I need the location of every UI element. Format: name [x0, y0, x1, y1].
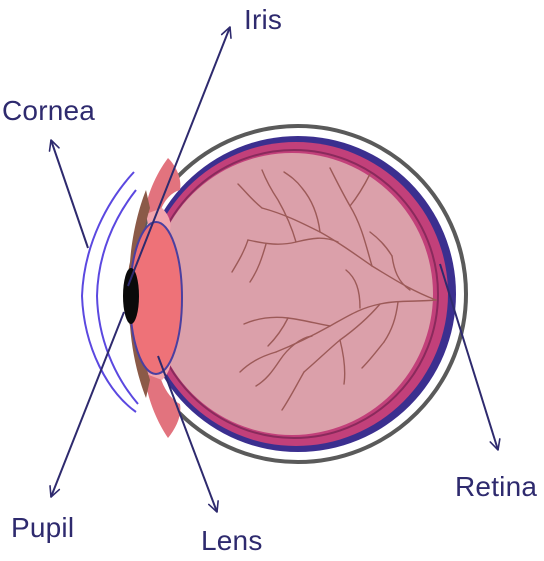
lens-label: Lens: [201, 525, 263, 556]
cornea-arrow: [51, 140, 88, 248]
pupil-arrow: [51, 312, 124, 497]
cornea-label: Cornea: [2, 95, 96, 126]
pupil-label: Pupil: [11, 512, 75, 543]
iris-label: Iris: [244, 4, 283, 35]
retina-label: Retina: [455, 471, 538, 502]
